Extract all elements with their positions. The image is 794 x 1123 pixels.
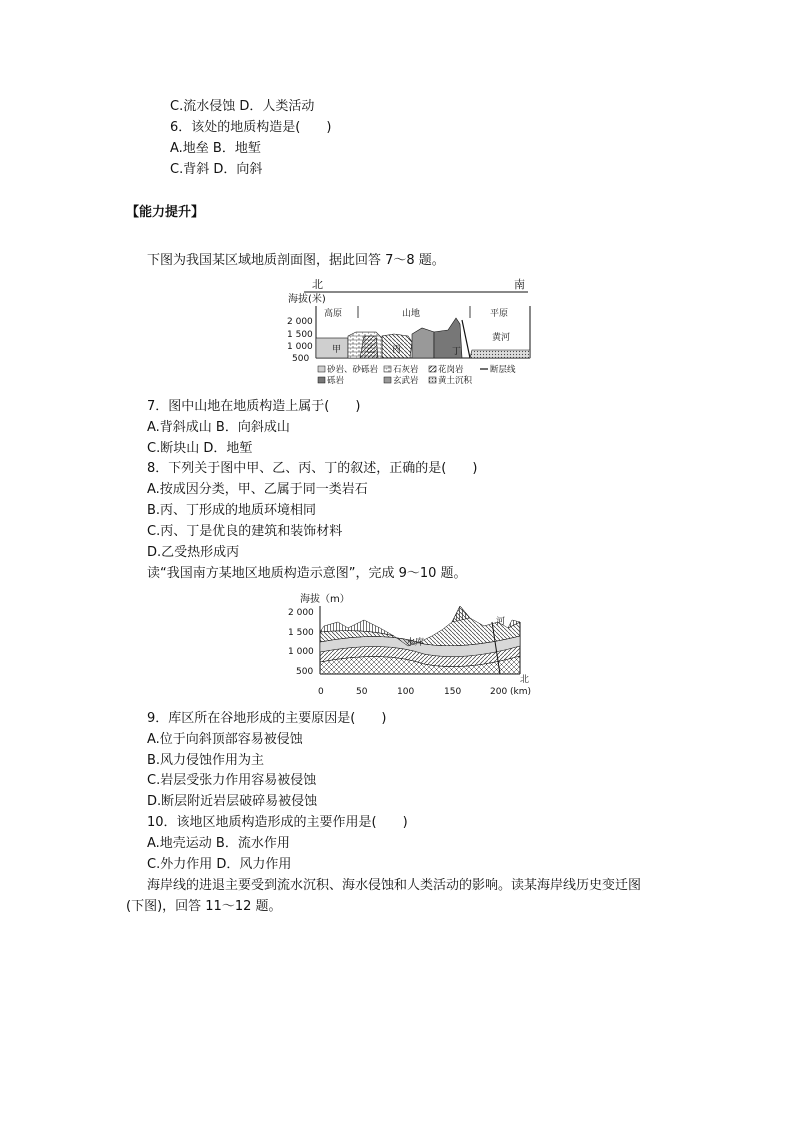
fig1-legend-item: 黄土沉积 [438, 376, 473, 386]
fig2-xtick: 150 [444, 687, 462, 697]
fig1-north: 北 [312, 278, 323, 291]
intro-9-10: 读“我国南方某地区地质构造示意图”，完成 9～10 题。 [147, 566, 467, 581]
fig1-legend-item: 砾岩 [327, 376, 345, 386]
q8-option-d: D.乙受热形成丙 [147, 545, 240, 560]
fig1-region-mountain: 山地 [402, 309, 421, 319]
fig2-xtick: 100 [397, 687, 415, 697]
fig1-legend-item: 砂岩、砂砾岩 [327, 365, 379, 375]
fig1-legend-item: 花岗岩 [438, 365, 464, 375]
q8-option-a: A.按成因分类，甲、乙属于同一类岩石 [147, 482, 368, 497]
fig1-altitude-label: 海拔(米) [288, 294, 326, 305]
intro-11-12-line1: 海岸线的进退主要受到流水沉积、海水侵蚀和人类活动的影响。读某海岸线历史变迁图 [147, 878, 642, 893]
fig1-legend-item: 断层线 [490, 365, 516, 375]
fig1-ytick: 1 500 [287, 330, 313, 340]
q8-option-b: B.丙、丁形成的地质环境相同 [147, 503, 317, 518]
q8-option-c: C.丙、丁是优良的建筑和装饰材料 [147, 524, 343, 539]
fig2-ytick: 1 000 [288, 647, 314, 657]
fig2-xtick: 200 [490, 687, 508, 697]
fig2-north: 北 [520, 675, 530, 685]
q9-option-d: D.断层附近岩层破碎易被侵蚀 [147, 794, 318, 809]
q10-stem: 10．该地区地质构造形成的主要作用是( ) [147, 815, 408, 830]
q5-options-cd: C.流水侵蚀 D．人类活动 [170, 99, 315, 114]
q7-options-cd: C.断块山 D．地堑 [147, 441, 253, 456]
intro-11-12-line2: (下图)，回答 11～12 题。 [126, 899, 282, 914]
q9-option-c: C.岩层受张力作用容易被侵蚀 [147, 773, 317, 788]
q9-stem: 9．库区所在谷地形成的主要原因是( ) [147, 711, 387, 726]
fig1-ytick: 2 000 [287, 317, 313, 327]
fig2-river: 河 [496, 617, 506, 627]
intro-7-8: 下图为我国某区域地质剖面图，据此回答 7～8 题。 [147, 253, 445, 268]
fig1-label-yi: 乙 [366, 345, 376, 355]
q10-options-cd: C.外力作用 D．风力作用 [147, 857, 292, 872]
fig1-label-ding: 丁 [452, 347, 462, 357]
q7-options-ab: A.背斜成山 B．向斜成山 [147, 420, 290, 435]
fig1-label-bing: 丙 [392, 345, 402, 355]
fig2-xtick: 50 [356, 687, 368, 697]
section-title: 【能力提升】 [126, 205, 205, 220]
fig2-ytick: 1 500 [288, 628, 314, 638]
fig1-south: 南 [514, 278, 525, 291]
fig1-river: 黄河 [492, 333, 511, 343]
q9-option-a: A.位于向斜顶部容易被侵蚀 [147, 732, 303, 747]
geologic-profile-figure [284, 278, 534, 390]
fig2-reservoir: 水库 [406, 638, 425, 648]
fig2-altitude-label: 海拔（m） [300, 594, 350, 605]
fig1-legend-item: 石灰岩 [393, 365, 419, 375]
q6-options-ab: A.地垒 B．地堑 [170, 141, 261, 156]
q10-options-ab: A.地壳运动 B．流水作用 [147, 836, 290, 851]
fig2-x-unit: (km) [510, 687, 532, 697]
q7-stem: 7．图中山地在地质构造上属于( ) [147, 399, 361, 414]
fig1-label-jia: 甲 [332, 345, 342, 355]
q8-stem: 8．下列关于图中甲、乙、丙、丁的叙述，正确的是( ) [147, 461, 478, 476]
fig2-xtick: 0 [318, 687, 324, 697]
q9-option-b: B.风力侵蚀作用为主 [147, 753, 265, 768]
fig1-ytick: 500 [292, 354, 310, 364]
geologic-structure-figure [284, 592, 534, 700]
fig2-ytick: 500 [296, 667, 314, 677]
fig2-ytick: 2 000 [288, 608, 314, 618]
fig1-region-plateau: 高原 [324, 309, 343, 319]
fig1-ytick: 1 000 [287, 342, 313, 352]
fig1-legend-item: 玄武岩 [393, 376, 419, 386]
q6-options-cd: C.背斜 D．向斜 [170, 162, 263, 177]
fig1-region-plain: 平原 [490, 309, 509, 319]
q6-stem: 6．该处的地质构造是( ) [170, 120, 332, 135]
